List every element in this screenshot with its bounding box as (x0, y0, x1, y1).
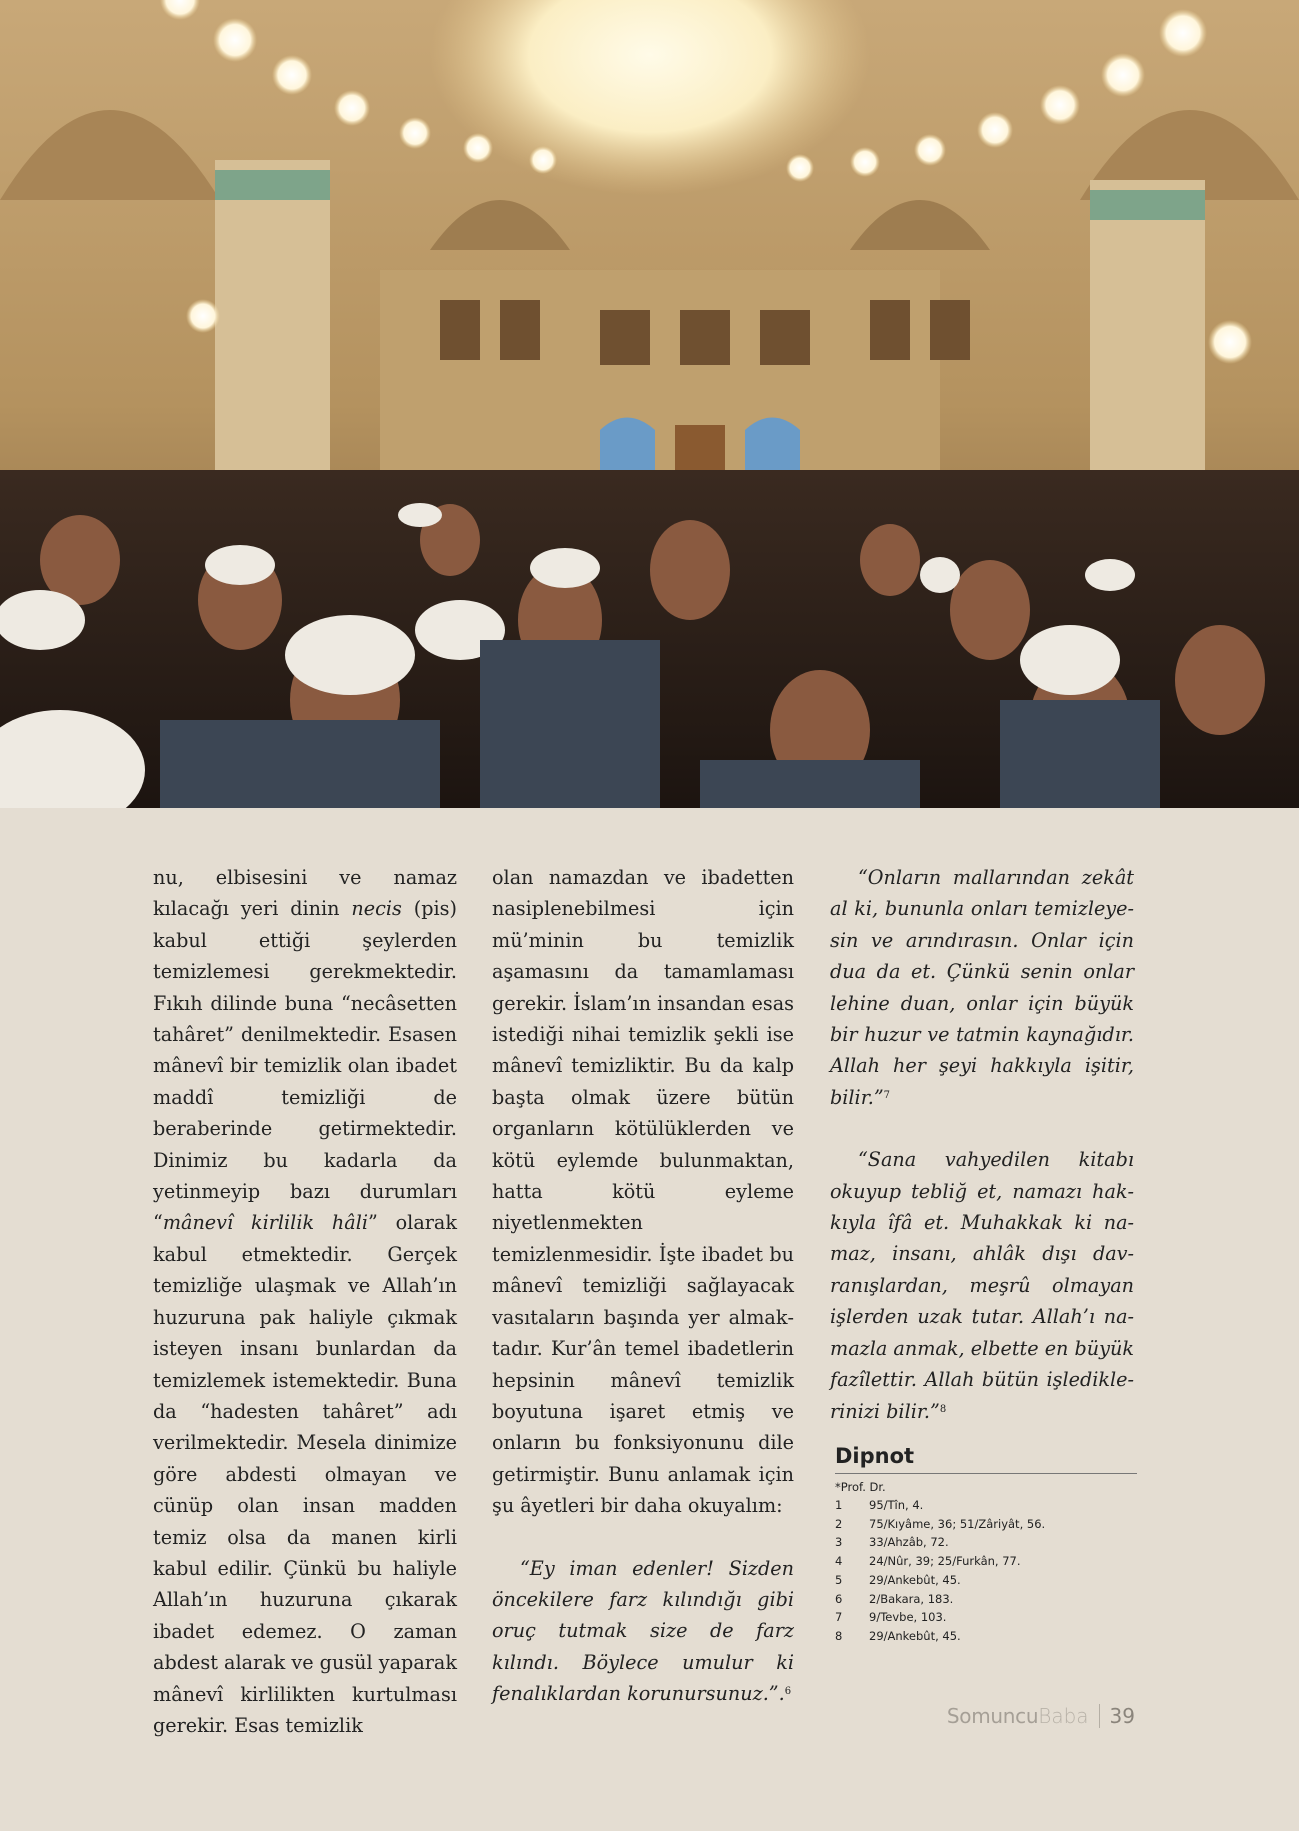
footnote-item (835, 1496, 1137, 1515)
footnote-ref[interactable]: 6 (784, 1686, 792, 1698)
verse-quote-text: “Sana vahyedilen kitabı okuyup tebliğ et, namazı hakkıyla îfâ et. Muhakkak ki namaz, insanı, ahlâk dışı davranışlardan, meşrû olmayan işlerden uzak tutar. Allah’ı namazla anmak, elbette en büyük fazîlettir. Allah bütün işlediklerinizi bilir.” (830, 1148, 1134, 1423)
footnote-text: 95/Tîn, 4. (869, 1498, 924, 1512)
author-title-note: *Prof. Dr. (835, 1480, 886, 1494)
footnote-item (835, 1571, 1137, 1590)
footnote-number: 5 (835, 1572, 843, 1587)
magazine-brand-part2: Baba (1038, 1704, 1089, 1728)
footnote-item (835, 1552, 1137, 1571)
verse-quote (830, 862, 1134, 1113)
footnote-text: 2/Bakara, 183. (869, 1591, 954, 1606)
footnote-ref[interactable]: 8 (939, 1403, 947, 1415)
text-column-3 (830, 862, 1134, 1427)
footnote-item (835, 1515, 1137, 1534)
footnote-item (835, 1627, 1137, 1646)
footnote-number: 7 (835, 1610, 843, 1625)
footnote-number: 6 (835, 1591, 843, 1606)
magazine-brand-part1: Somuncu (946, 1704, 1039, 1728)
page-number: 39 (1109, 1704, 1135, 1728)
footnote-text: 75/Kıyâme, 36; 51/Zâriyât, 56. (869, 1516, 1046, 1531)
footnote-ref[interactable]: 7 (883, 1089, 891, 1101)
footnote-item (835, 1533, 1137, 1552)
footnotes-section (835, 1444, 1137, 1646)
page-footer (947, 1704, 1135, 1728)
footnotes-title: Dipnot (835, 1444, 1137, 1474)
footnote-number: 2 (835, 1516, 843, 1531)
footnote-number: 1 (835, 1498, 843, 1512)
footnote-text: 9/Tevbe, 103. (869, 1610, 947, 1625)
verse-quote (830, 1144, 1134, 1427)
footnotes-list (835, 1496, 1137, 1646)
verse-quote (492, 1553, 794, 1710)
body-paragraph: nu, elbisesini ve namaz kılacağı yeri dinin necis (pis) kabul ettiği şeylerden temizlemesi gerekmektedir. Fıkıh dilinde buna “necâsetten tahâret” denilmektedir. Esasen mânevî bir temizlik olan ibadet maddî temizliği de beraberinde getirmektedir. Dinimiz bu kadarla da yetinmeyip bazı durumları “mânevî kirlilik hâli” olarak kabul etmektedir. Gerçek temizliğe ulaşmak ve Allah’ın huzuruna pak haliyle çıkmak isteyen insanı bunlardan da temizlemek istemektedir. Buna da “hadesten tahâret” adı verilmektedir. Mesela dinimize göre abdesti olmayan ve cünüp olan insan madden temiz olsa da manen kirli kabul edilir. Çünkü bu haliyle Allah’ın huzuruna çıkarak ibadet edemez. O zaman abdest alarak ve gusül yaparak mânevî kirlilikten kurtulması gerekir. Esas temizlik (153, 866, 457, 1737)
footnote-number: 4 (835, 1554, 843, 1569)
mosque-congregation-photo (0, 0, 1299, 808)
text-column-1 (153, 862, 457, 1741)
footnote-item (835, 1608, 1137, 1627)
body-paragraph: olan namazdan ve ibadetten nasiplenebilmesi için mü’minin bu temizlik aşamasını da tamamlaması gerekir. İslam’ın insandan esas istediği nihai temizlik şekli ise mânevî temizliktir. Bu da kalp başta olmak üzere bütün organların kötülüklerden ve kötü eylemde bulunmaktan, hatta kötü eyleme niyetlenmekten temizlenmesidir. İşte ibadet bu mânevî temizliği sağlayacak vasıtaların başında yer almaktadır. Kur’ân temel ibadetlerin hepsinin mânevî temizlik boyutuna işaret etmiş ve onların bu fonksiyonunu dile getirmiştir. Bunu anlamak için şu âyetleri bir daha okuyalım: (492, 866, 794, 1518)
footnote-item (835, 1590, 1137, 1609)
footnote-number: 8 (835, 1628, 843, 1643)
footnote-text: 33/Ahzâb, 72. (869, 1535, 949, 1550)
footer-divider (1099, 1704, 1100, 1728)
footnote-text: 29/Ankebût, 45. (869, 1572, 961, 1587)
footnote-number: 3 (835, 1535, 843, 1550)
verse-quote-text: “Ey iman edenler! Sizden öncekilere farz kılındığı gibi oruç tutmak size de farz kılındı. Böylece umulur ki fenalıklardan korunursunuz.”. (492, 1556, 794, 1706)
text-column-2 (492, 862, 794, 1710)
footnote-text: 29/Ankebût, 45. (869, 1628, 961, 1643)
footnote-text: 24/Nûr, 39; 25/Furkân, 77. (869, 1554, 1021, 1569)
verse-quote-text: “Onların mallarından zekât al ki, bununla onları temizleyesin ve arındırasın. Onlar için dua da et. Çünkü senin onlar lehine duan, onlar için büyük bir huzur ve tatmin kaynağıdır. Allah her şeyi hakkıyla işitir, bilir.” (830, 866, 1134, 1109)
